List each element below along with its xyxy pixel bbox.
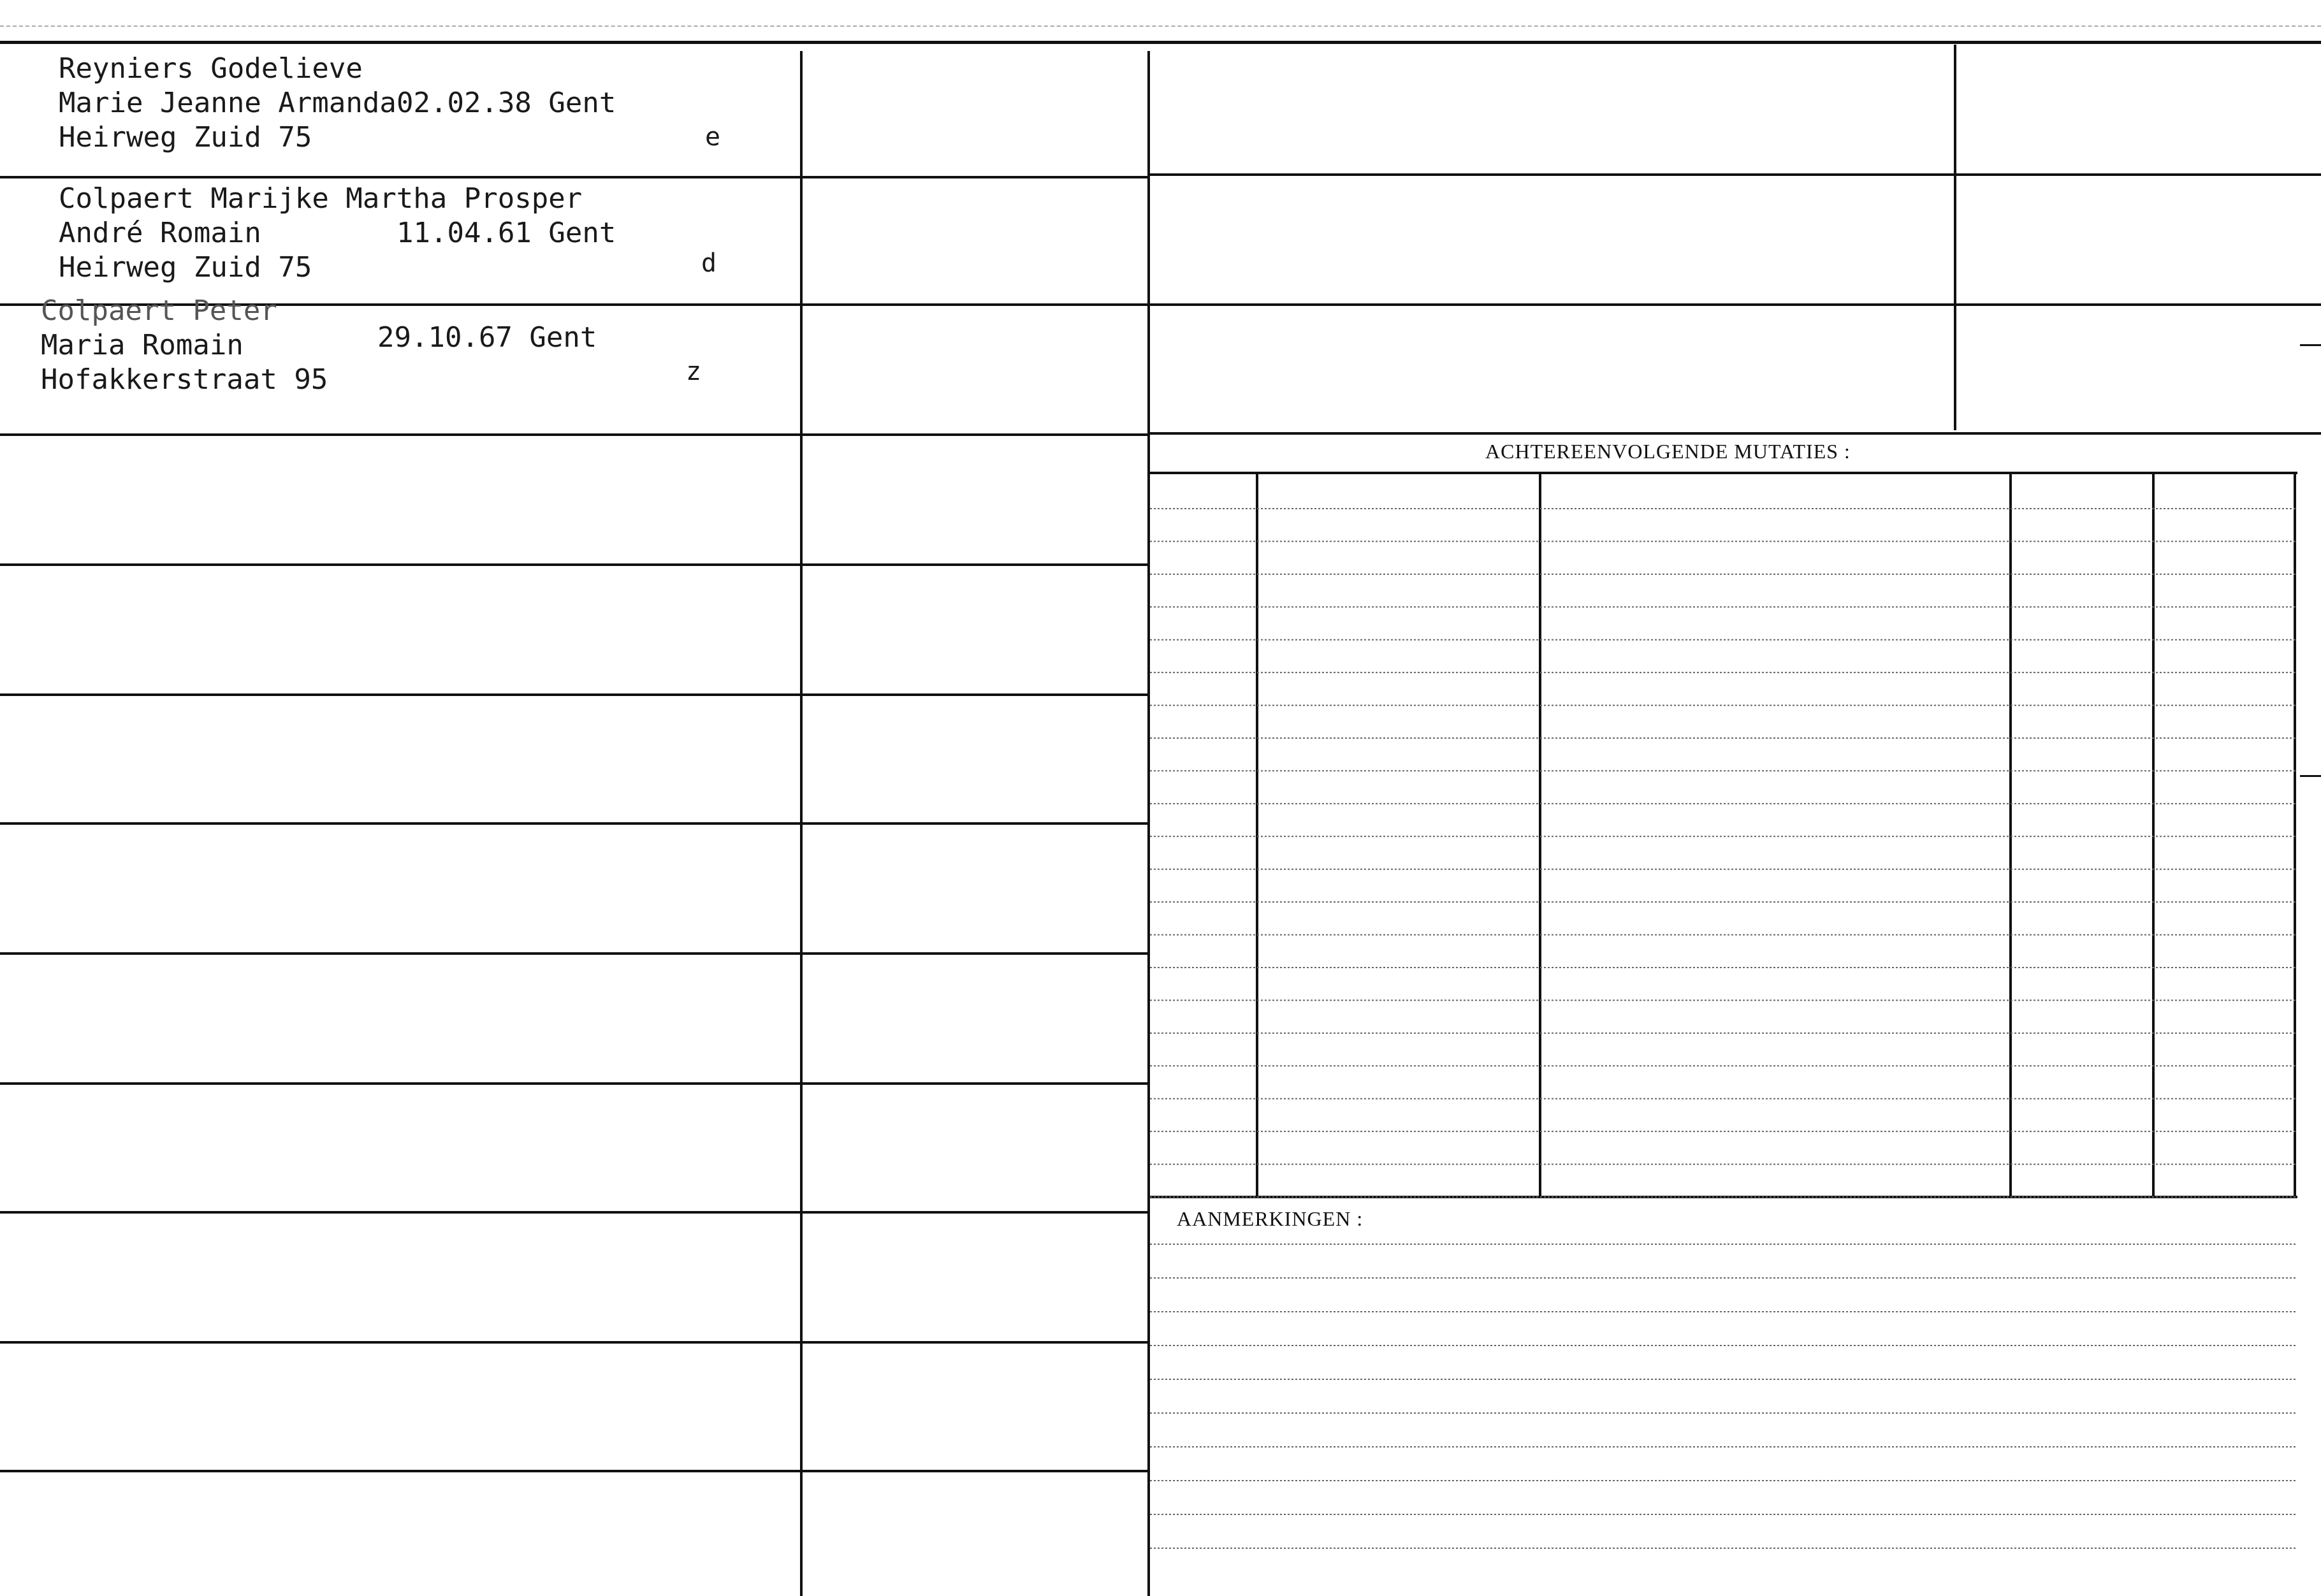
mid-row-line-1 <box>803 176 1147 178</box>
edge-tick-2 <box>2300 775 2321 777</box>
record-1-name: Reyniers Godelieve <box>59 52 363 85</box>
mid-row-line-3 <box>803 433 1147 436</box>
edge-tick-1 <box>2300 344 2321 346</box>
record-2-code: d <box>701 249 717 278</box>
record-1-address: Heirweg Zuid 75 <box>59 121 312 154</box>
mid-row-line-8 <box>803 1082 1147 1085</box>
record-1-given: Marie Jeanne Armanda <box>59 87 397 119</box>
record-3-given: Maria Romain <box>41 329 244 361</box>
mid-row-line-10 <box>803 1341 1147 1344</box>
right-row-line-3 <box>1150 432 2321 435</box>
mid-row-line-4 <box>803 563 1147 566</box>
record-3-name: Colpaert Peter <box>41 294 277 327</box>
row-line-11 <box>0 1470 800 1472</box>
row-line-10 <box>0 1341 800 1344</box>
mid-row-line-7 <box>803 952 1147 955</box>
top-border <box>0 41 2321 44</box>
mutaties-grid <box>1150 470 2297 1235</box>
mid-row-line-11 <box>803 1470 1147 1472</box>
right-row-line-2 <box>1150 303 2321 306</box>
row-line-5 <box>0 693 800 696</box>
record-3-code: z <box>686 357 702 386</box>
row-line-6 <box>0 822 800 825</box>
column-divider-3 <box>1954 45 1956 430</box>
right-row-line-1 <box>1150 173 2321 176</box>
record-2-address: Heirweg Zuid 75 <box>59 251 312 284</box>
aanmerkingen-lines <box>1150 1230 2297 1587</box>
row-line-9 <box>0 1211 800 1214</box>
aanmerkingen-title: AANMERKINGEN : <box>1177 1207 1364 1230</box>
row-line-8 <box>0 1082 800 1085</box>
mid-row-line-6 <box>803 822 1147 825</box>
mutaties-title: ACHTEREENVOLGENDE MUTATIES : <box>1485 440 1851 463</box>
record-1-code: e <box>705 122 721 152</box>
row-line-1 <box>0 176 800 178</box>
record-2-name: Colpaert Marijke Martha Prosper <box>59 182 583 215</box>
mid-row-line-2 <box>803 303 1147 306</box>
mid-row-line-9 <box>803 1211 1147 1214</box>
record-2-given: André Romain <box>59 217 261 249</box>
row-line-4 <box>0 563 800 566</box>
record-2-birth: 11.04.61 Gent <box>397 217 616 249</box>
row-line-7 <box>0 952 800 955</box>
record-3-birth: 29.10.67 Gent <box>377 321 597 354</box>
record-3-address: Hofakkerstraat 95 <box>41 363 328 396</box>
row-line-3 <box>0 433 800 436</box>
top-faint-line <box>0 25 2321 27</box>
record-1-birth: 02.02.38 Gent <box>397 87 616 119</box>
mid-row-line-5 <box>803 693 1147 696</box>
